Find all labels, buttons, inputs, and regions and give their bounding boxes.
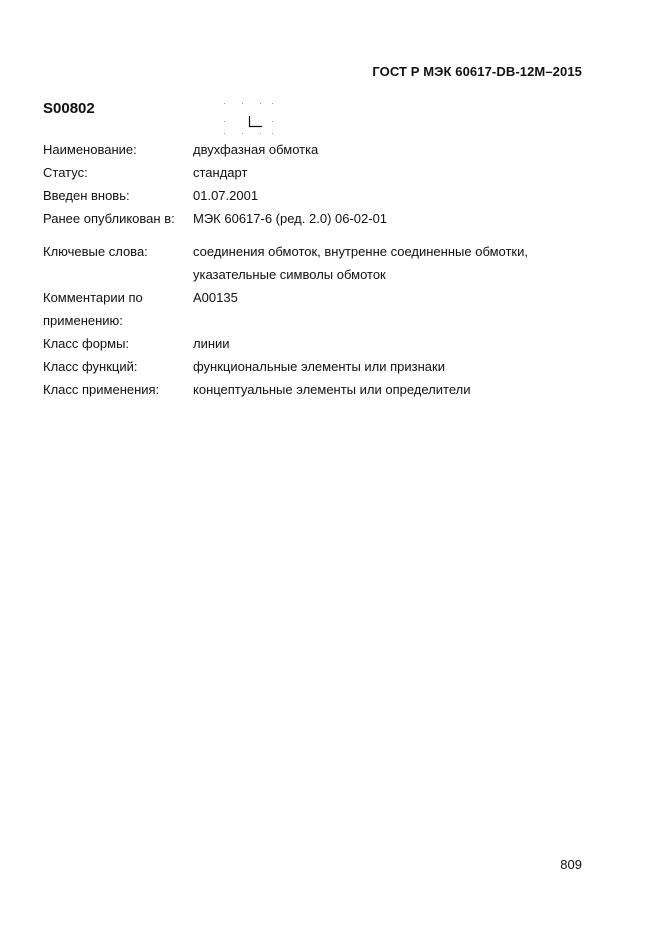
name-value: двухфазная обмотка (193, 142, 319, 157)
status-value: стандарт (193, 165, 248, 180)
introduced-value: 01.07.2001 (193, 188, 259, 203)
form-class-value: линии (193, 336, 230, 351)
page-number: 809 (560, 857, 582, 872)
application-class-value: концептуальные элементы или определители (193, 382, 471, 397)
status-label: Статус: (43, 165, 88, 180)
two-phase-winding-symbol-icon (220, 100, 280, 136)
comments-value: A00135 (193, 290, 238, 305)
document-header: ГОСТ Р МЭК 60617-DB-12M–2015 (372, 64, 582, 79)
application-class-label: Класс применения: (43, 382, 160, 397)
keywords-value-line2: указательные символы обмоток (193, 267, 386, 282)
function-class-label: Класс функций: (43, 359, 138, 374)
keywords-value-line1: соединения обмоток, внутренне соединенные обмотки, (193, 244, 528, 259)
introduced-label: Введен вновь: (43, 188, 130, 203)
function-class-value: функциональные элементы или признаки (193, 359, 445, 374)
comments-label-line1: Комментарии по (43, 290, 143, 305)
published-label: Ранее опубликован в: (43, 211, 175, 226)
symbol-code: S00802 (43, 100, 95, 117)
keywords-label: Ключевые слова: (43, 244, 148, 259)
published-value: МЭК 60617-6 (ред. 2.0) 06-02-01 (193, 211, 388, 226)
comments-label-line2: применению: (43, 313, 123, 328)
form-class-label: Класс формы: (43, 336, 130, 351)
name-label: Наименование: (43, 142, 137, 157)
